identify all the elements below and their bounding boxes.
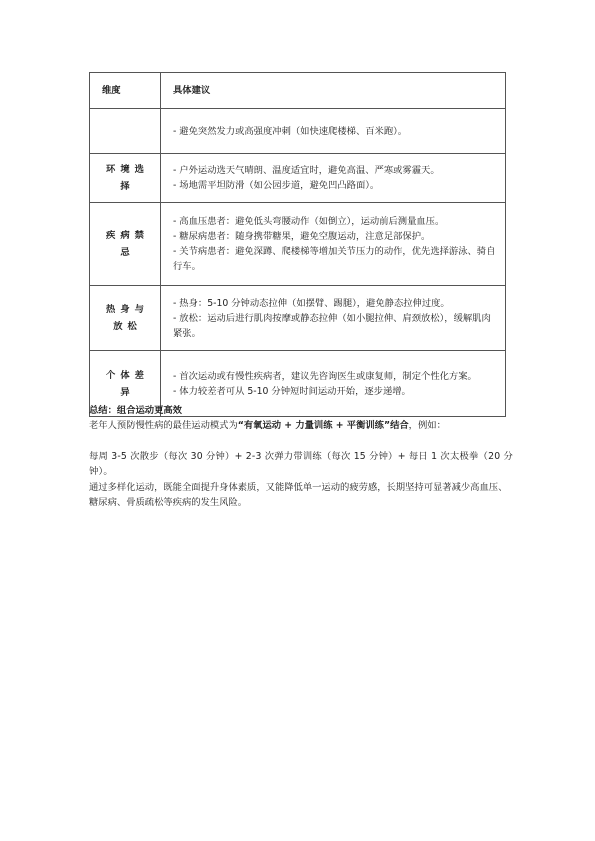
intro-emphasis: “有氧运动 + 力量训练 + 平衡训练”结合	[237, 420, 409, 431]
row-advice	[161, 154, 506, 203]
advice-item: - 场地需平坦防滑（如公园步道，避免凹凸路面）。	[173, 180, 380, 191]
row-advice	[161, 109, 506, 154]
table-row	[90, 203, 506, 286]
row-dimension: 个体差异	[90, 351, 161, 417]
row-advice	[161, 203, 506, 286]
advice-item: - 放松：运动后进行肌肉按摩或静态拉伸（如小腿拉伸、肩颈放松），缓解肌肉紧张。	[173, 312, 491, 339]
advice-item: - 户外运动选天气晴朗、温度适宜时，避免高温、严寒或雾霾天。	[173, 165, 440, 176]
advice-item: - 热身：5-10 分钟动态拉伸（如摆臂、踢腿），避免静态拉伸过度。	[173, 297, 450, 309]
row-advice	[161, 286, 506, 351]
table-header-row	[90, 73, 506, 109]
table-row	[90, 286, 506, 351]
advice-item: - 糖尿病患者：随身携带糖果，避免空腹运动，注意足部保护。	[173, 231, 431, 242]
summary-intro	[89, 418, 513, 433]
table-row	[90, 109, 506, 154]
advice-item: - 高血压患者：避免低头弯腰动作（如倒立），运动前后测量血压。	[173, 216, 445, 227]
header-dimension: 维度	[90, 73, 161, 109]
intro-text: 老年人预防慢性病的最佳运动模式为	[89, 420, 238, 431]
example-plan: 每周 3-5 次散步（每次 30 分钟）+ 2-3 次弹力带训练（每次 15 分钟）+ 每日 1 次太极拳（20 分钟）。	[89, 451, 513, 477]
row-dimension: 热身与放松	[90, 286, 161, 351]
intro-suffix: ，例如：	[408, 420, 446, 431]
row-dimension: 环境选择	[90, 154, 161, 203]
advice-item: - 关节病患者：避免深蹲、爬楼梯等增加关节压力的动作，优先选择游泳、骑自行车。	[173, 246, 496, 272]
advice-item: - 体力较差者可从 5-10 分钟短时间运动开始，逐步递增。	[173, 385, 411, 397]
summary-heading: 总结：组合运动更高效	[89, 405, 182, 416]
advice-table	[89, 72, 506, 417]
advice-item: - 避免突然发力或高强度冲刺（如快速爬楼梯、百米跑）。	[173, 125, 408, 137]
advice-item: - 首次运动或有慢性疾病者，建议先咨询医生或康复师，制定个性化方案。	[173, 370, 477, 382]
summary-conclusion: 通过多样化运动，既能全面提升身体素质，又能降低单一运动的疲劳感，长期坚持可显著减少高血压、糖尿病、骨质疏松等疾病的发生风险。	[89, 482, 508, 508]
header-advice: 具体建议	[161, 73, 506, 109]
row-dimension	[90, 109, 161, 154]
row-dimension: 疾病禁忌	[90, 203, 161, 286]
table-row	[90, 154, 506, 203]
